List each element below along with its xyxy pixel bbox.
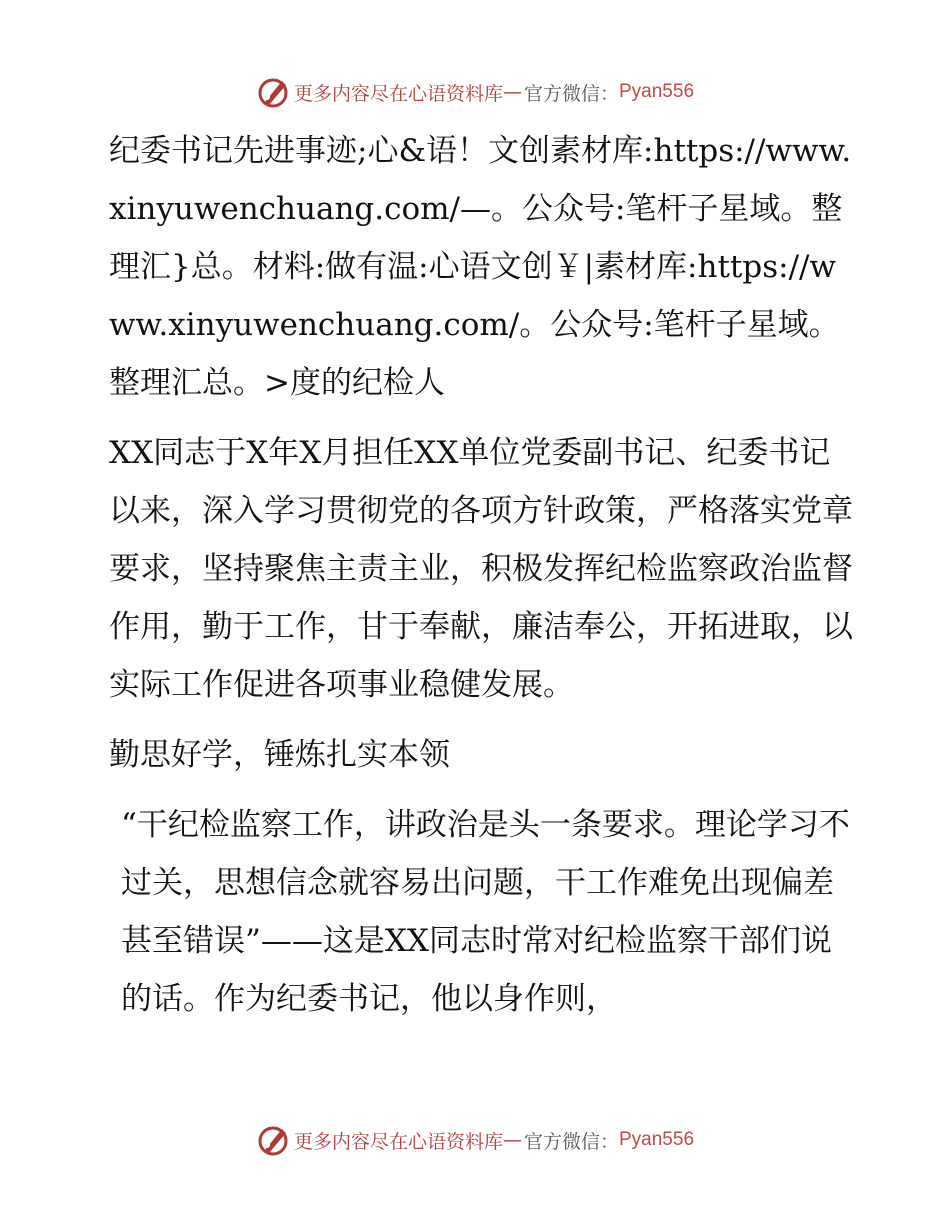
banner-handle: Pyan556	[619, 81, 695, 102]
section-heading: 勤思好学，锤炼扎实本领	[109, 737, 450, 773]
pen-logo-icon	[256, 75, 290, 109]
banner-tag: 官方微信：	[523, 82, 619, 105]
paragraph-title: 纪委书记先进事迹;心&语！文创素材库:https://www.xinyuwenchuang.com/—。公众号:笔杆子星域。整理汇}总。材料:做有温:心语文创￥|素材库:https://www.xinyuwenchuang.com/。公众号:笔杆子星域。整理汇总。>度的纪检人	[109, 133, 852, 401]
footer-watermark	[0, 1118, 950, 1162]
header-watermark	[0, 70, 950, 114]
pen-logo-icon	[256, 1123, 290, 1157]
banner-handle: Pyan556	[619, 1129, 695, 1150]
banner-tag: 官方微信：	[523, 1130, 619, 1153]
paragraph-intro: XX同志于X年X月担任XX单位党委副书记、纪委书记以来，深入学习贯彻党的各项方针政策，严格落实党章要求，坚持聚焦主责主业，积极发挥纪检监察政治监督作用，勤于工作，甘于奉献，廉洁奉公，开拓进取，以实际工作促进各项事业稳健发展。	[109, 435, 853, 703]
banner-text: 更多内容尽在心语资料库	[293, 1130, 503, 1153]
document-body	[97, 122, 857, 1040]
paragraph-quote: “干纪检监察工作，讲政治是头一条要求。理论学习不过关，思想信念就容易出问题，干工作难免出现偏差甚至错误”——这是XX同志时常对纪检监察干部们说的话。作为纪委书记，他以身作则，	[121, 807, 850, 1017]
banner-separator: —	[502, 1129, 522, 1151]
banner-text: 更多内容尽在心语资料库	[293, 82, 503, 105]
banner-separator: —	[502, 81, 522, 103]
